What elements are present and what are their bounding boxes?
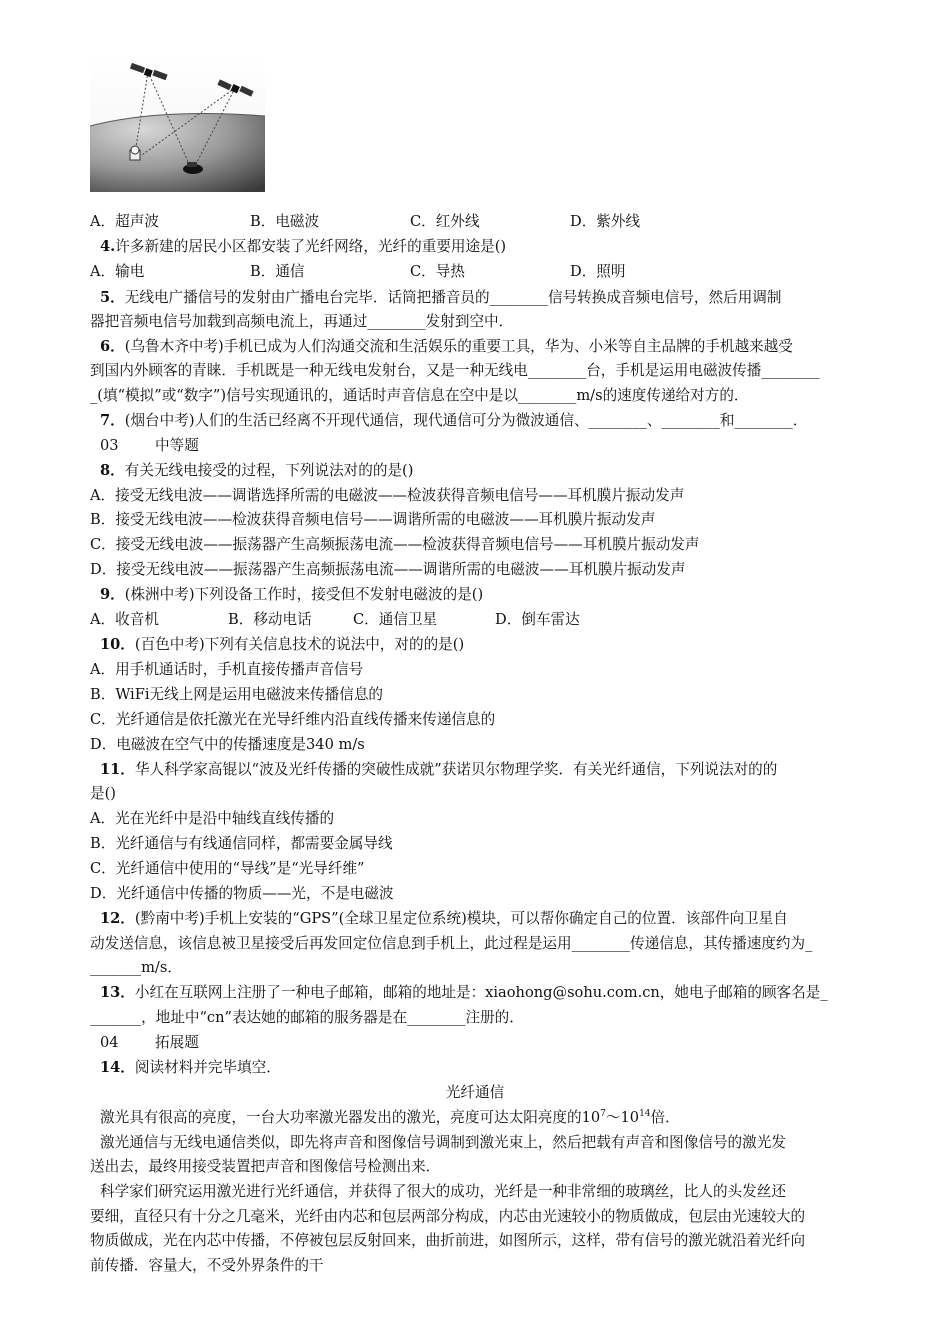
q4-option-b[interactable]: B．通信 [250,263,305,280]
q6-number: 6． [100,338,125,355]
exponent: 7 [600,1109,606,1119]
q14-number: 14． [100,1059,135,1076]
q7-text: (烟台中考)人们的生活已经离不开现代通信，现代通信可分为微波通信、________、________和________． [124,412,808,429]
q14-text: 阅读材料并完毕填空． [134,1059,281,1076]
article-paragraph-3-line-3: 物质做成，光在内芯中传播，不停被包层反射回来，曲折前进，如图所示，这样，带有信号的激光就沿着光纤向 [90,1232,806,1249]
q6-text-1: (乌鲁木齐中考)手机已成为人们沟通交流和生活娱乐的重要工具，华为、小米等自主品牌的手机越来越受 [124,338,793,355]
q9-option-b[interactable]: B．移动电话 [228,611,312,628]
q5-text-1: 无线电广播信号的发射由广播电台完毕．话筒把播音员的________信号转换成音频电信号，然后用调制 [124,289,782,306]
article-paragraph-3-line-2: 要细，直径只有十分之几毫米，光纤由内芯和包层两部分构成，内芯由光速较小的物质做成，包层由光速较大的 [90,1208,806,1225]
q4-option-d[interactable]: D．照明 [570,263,626,280]
q8-text: 有关无线电接受的过程，下列说法对的的是() [124,462,414,479]
article-paragraph-2-line-1: 激光通信与无线电通信类似，即先将声音和图像信号调制到激光束上，然后把载有声音和图像信号的激光发 [100,1134,786,1151]
q10-number: 10． [100,636,135,653]
q4-options [90,262,895,282]
q9-option-a[interactable]: A．收音机 [90,611,159,628]
q11-number: 11． [100,761,135,778]
q4-option-a[interactable]: A．输电 [90,263,145,280]
q3-options [90,212,895,232]
q11-option-c[interactable]: C．光纤通信中使用的“导线”是“光导纤维” [90,860,365,877]
q5-line-2: 器把音频电信号加载到高频电流上，再通过________发射到空中． [90,313,514,330]
article-p1-pre: 激光具有很高的亮度，一台大功率激光器发出的激光，亮度可达太阳亮度的10 [100,1109,601,1126]
q12-line-1 [100,909,905,929]
q6-line-1 [100,337,905,357]
section-number: 04 [100,1034,119,1051]
q13-line-2: _______，地址中“cn”表达她的邮箱的服务器是在________注册的． [90,1009,524,1026]
q9-text: (株洲中考)下列设备工作时，接受但不发射电磁波的是() [124,586,484,603]
q11-option-a[interactable]: A．光在光纤中是沿中轴线直线传播的 [90,810,335,827]
q9-number: 9． [100,586,125,603]
article-paragraph-2-line-2: 送出去，最终用接受装置把声音和图像信号检测出来． [90,1158,441,1175]
q14-stem [100,1058,905,1078]
q3-option-d[interactable]: D．紫外线 [570,213,641,230]
q12-line-2: 动发送信息，该信息被卫星接受后再发回定位信息到手机上，此过程是运用________传递信息，其传播速度约为_ [90,935,813,952]
q3-option-b[interactable]: B．电磁波 [250,213,320,230]
q4-option-c[interactable]: C．导热 [410,263,465,280]
q6-line-2: 到国内外顾客的青睐．手机既是一种无线电发射台，又是一种无线电________台，手机是运用电磁波传播________ [90,362,820,379]
q10-option-b[interactable]: B．WiFi无线上网是运用电磁波来传播信息的 [90,686,384,703]
q11-line-2: 是() [90,785,116,802]
section-number: 03 [100,437,119,454]
q11-text-1: 华人科学家高锟以“波及光纤传播的突破性成就”获诺贝尔物理学奖．有关光纤通信，下列说法对的的 [134,761,778,778]
q3-option-a[interactable]: A．超声波 [90,213,159,230]
article-p1-mid: ～10 [605,1109,640,1126]
q7-number: 7． [100,412,125,429]
section-04-heading [100,1033,199,1053]
q13-line-1 [100,983,905,1003]
q8-option-a[interactable]: A．接受无线电波——调谐选择所需的电磁波——检波获得音频电信号——耳机膜片振动发声 [90,487,685,504]
q13-number: 13． [100,984,135,1001]
q12-number: 12． [100,910,135,927]
q8-number: 8． [100,462,125,479]
article-p1-post: 倍． [650,1109,680,1126]
q10-option-d[interactable]: D．电磁波在空气中的传播速度是340 m/s [90,736,365,753]
q3-option-c[interactable]: C．红外线 [410,213,480,230]
q4-number: 4. [100,238,116,255]
q10-stem [100,635,905,655]
q8-option-b[interactable]: B．接受无线电波——检波获得音频电信号——调谐所需的电磁波——耳机膜片振动发声 [90,511,656,528]
q6-line-3: _(填“模拟”或“数字”)信号实现通讯的，通话时声音信息在空中是以________m/s的速度传递给对方的． [90,387,749,404]
q5-line-1 [100,288,905,308]
q10-text: (百色中考)下列有关信息技术的说法中，对的的是() [134,636,465,653]
q13-text-1: 小红在互联网上注册了一种电子邮箱，邮箱的地址是：xiaohong@sohu.com.cn，她电子邮箱的顾客名是_ [134,984,828,1001]
q8-option-c[interactable]: C．接受无线电波——振荡器产生高频振荡电流——检波获得音频电信号——耳机膜片振动发声 [90,536,700,553]
article-title: 光纤通信 [445,1084,505,1101]
satellite-communication-figure [90,58,265,192]
q8-stem [100,461,905,481]
section-03-heading [100,436,199,456]
q5-number: 5． [100,289,125,306]
q9-options [90,610,895,630]
article-paragraph-3-line-1: 科学家们研究运用激光进行光纤通信，并获得了很大的成功，光纤是一种非常细的玻璃丝，比人的头发丝还 [100,1183,786,1200]
q12-text-1: (黔南中考)手机上安装的“GPS”(全球卫星定位系统)模块，可以帮你确定自己的位置．该部件向卫星自 [134,910,788,927]
section-label: 中等题 [155,437,199,454]
section-label: 拓展题 [155,1034,199,1051]
q12-line-3: _______m/s． [90,959,182,976]
q9-option-d[interactable]: D．倒车雷达 [495,611,580,628]
ground-station-icon [130,146,140,160]
q7-stem [100,411,905,431]
q4-text: 许多新建的居民小区都安装了光纤网络，光纤的重要用途是() [115,238,507,255]
q8-option-d[interactable]: D．接受无线电波——振荡器产生高频振荡电流——调谐所需的电磁波——耳机膜片振动发声 [90,561,686,578]
q11-line-1 [100,760,905,780]
article-paragraph-3-line-4: 前传播．容量大，不受外界条件的干 [90,1257,324,1274]
q11-option-d[interactable]: D．光纤通信中传播的物质——光，不是电磁波 [90,885,394,902]
exponent: 14 [639,1109,651,1119]
article-paragraph-1 [100,1108,905,1128]
q10-option-a[interactable]: A．用手机通话时，手机直接传播声音信号 [90,661,364,678]
q9-stem [100,585,905,605]
q11-option-b[interactable]: B．光纤通信与有线通信同样，都需要金属导线 [90,835,393,852]
q4-stem [100,237,905,257]
q9-option-c[interactable]: C．通信卫星 [353,611,438,628]
q10-option-c[interactable]: C．光纤通信是依托激光在光导纤维内沿直线传播来传递信息的 [90,711,496,728]
